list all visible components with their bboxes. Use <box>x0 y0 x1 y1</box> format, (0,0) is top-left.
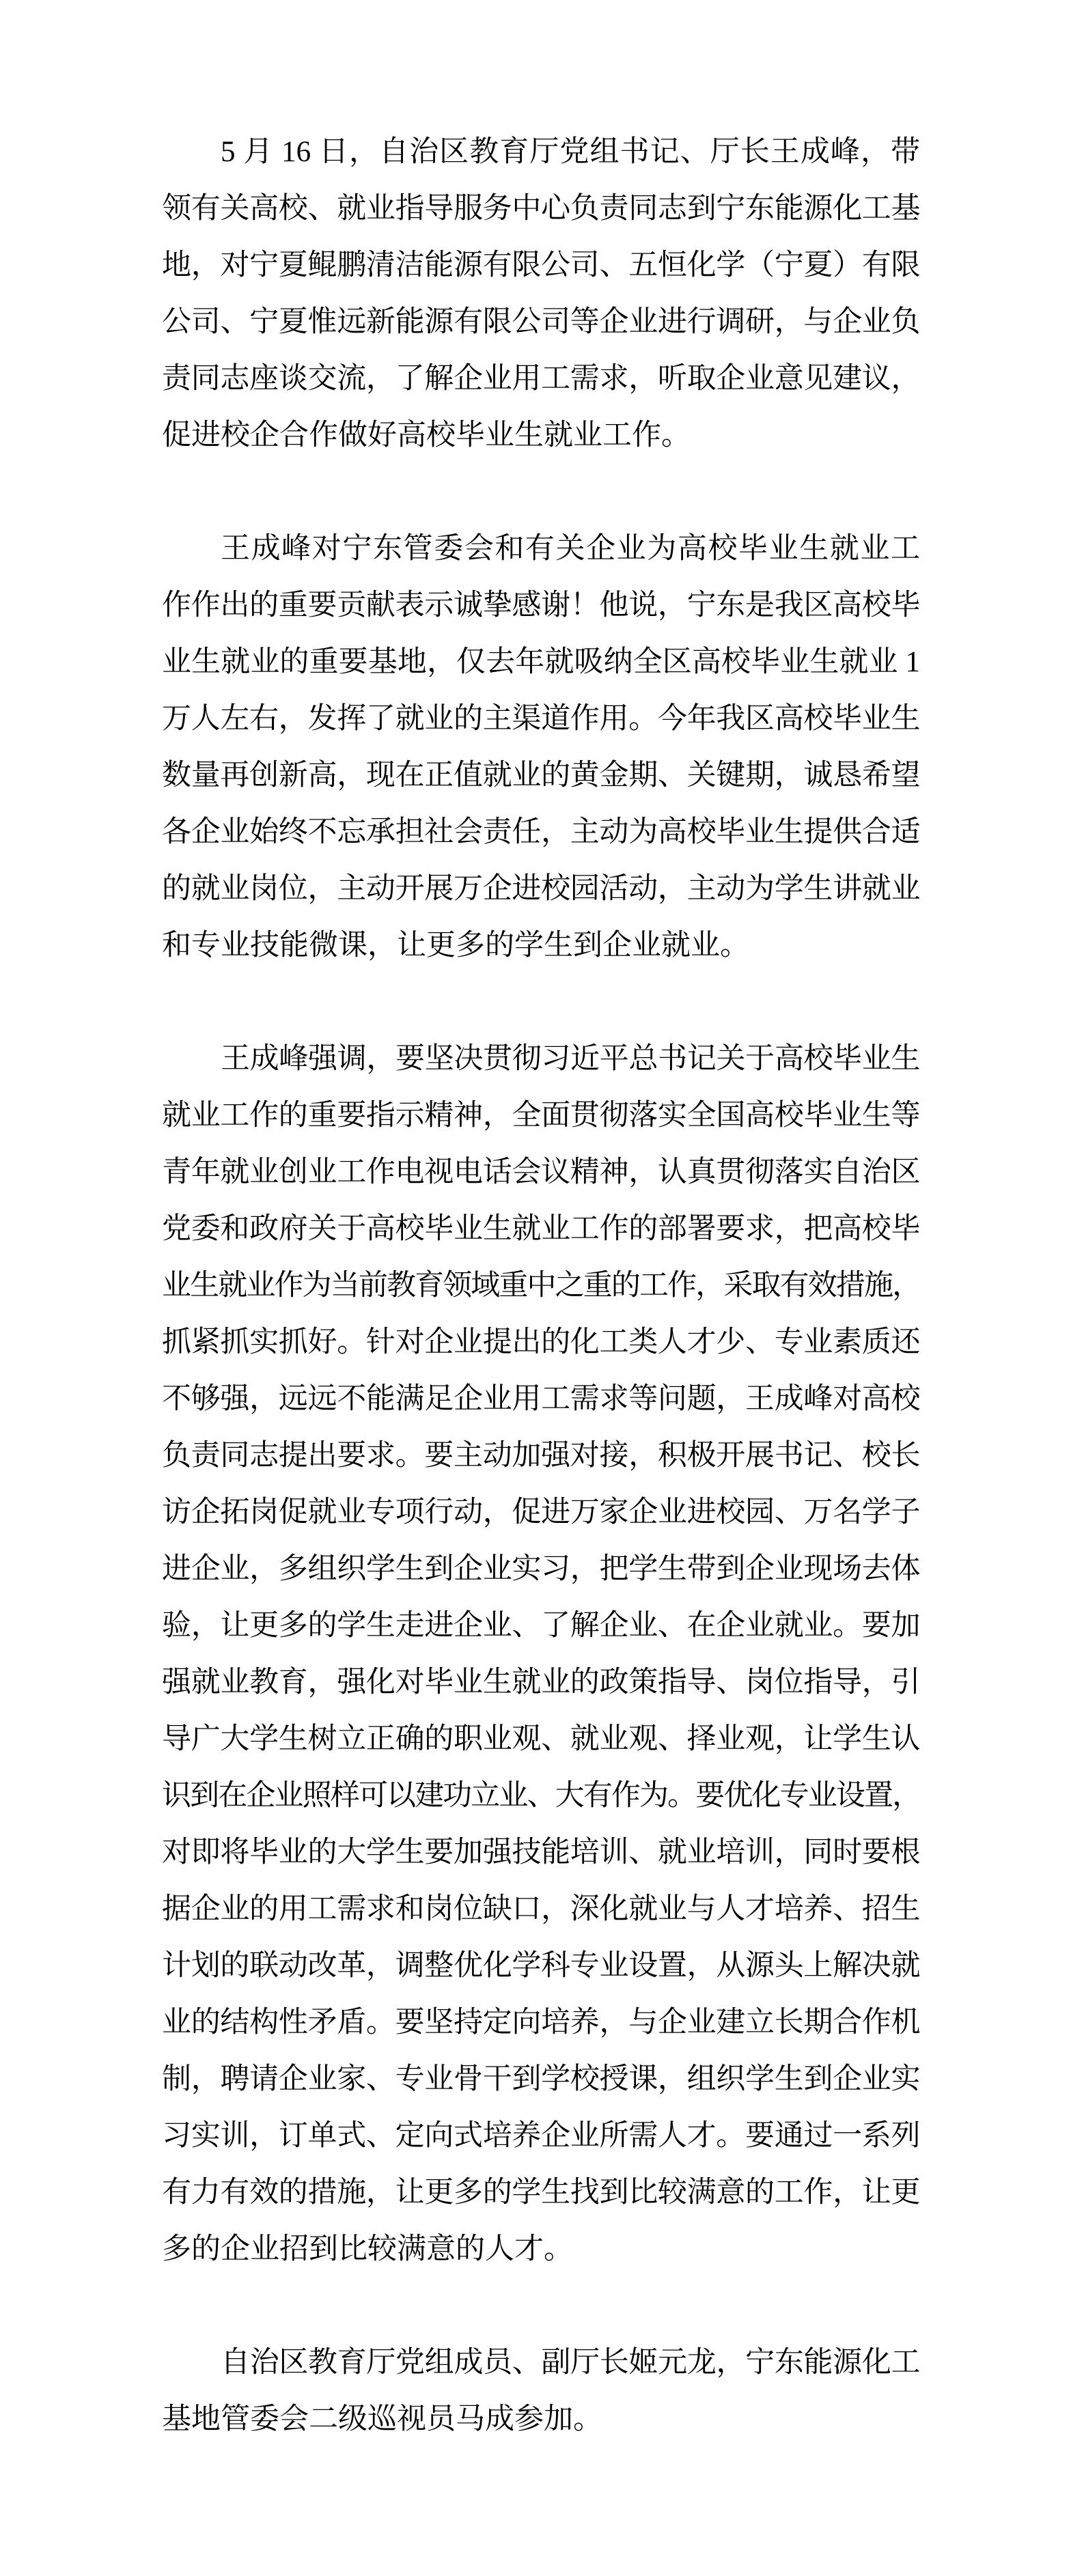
text-line: 作作出的重要贡献表示诚挚感谢！他说，宁东是我区高校毕 <box>162 589 920 621</box>
text-line: 各企业始终不忘承担社会责任，主动为高校毕业生提供合适 <box>162 816 920 848</box>
text-line: 党委和政府关于高校毕业生就业工作的部署要求，把高校毕 <box>162 1213 920 1245</box>
text-line: 就业工作的重要指示精神，全面贯彻落实全国高校毕业生等 <box>162 1100 920 1132</box>
text-line: 强就业教育，强化对毕业生就业的政策指导、岗位指导，引 <box>162 1666 920 1698</box>
paragraph <box>162 124 920 464</box>
text-line: 习实训，订单式、定向式培养企业所需人才。要通过一系列 <box>162 2120 920 2152</box>
text-line: 计划的联动改革，调整优化学科专业设置，从源头上解决就 <box>162 1950 920 1982</box>
paragraph <box>162 1031 920 2278</box>
paragraph <box>162 520 920 974</box>
text-line: 制，聘请企业家、专业骨干到学校授课，组织学生到企业实 <box>162 2063 920 2095</box>
text-line: 不够强，远远不能满足企业用工需求等问题，王成峰对高校 <box>162 1383 920 1415</box>
text-line: 王成峰对宁东管委会和有关企业为高校毕业生就业工 <box>221 533 920 565</box>
text-line: 业生就业作为当前教育领域重中之重的工作，采取有效措施， <box>162 1270 920 1302</box>
text-line: 验，让更多的学生走进企业、了解企业、在企业就业。要加 <box>162 1610 920 1642</box>
text-line: 5 月 16 日，自治区教育厅党组书记、厅长王成峰，带 <box>221 136 920 168</box>
text-line: 有力有效的措施，让更多的学生找到比较满意的工作，让更 <box>162 2176 920 2209</box>
text-line: 业生就业的重要基地，仅去年就吸纳全区高校毕业生就业 1 <box>162 646 920 678</box>
text-line: 万人左右，发挥了就业的主渠道作用。今年我区高校毕业生 <box>162 703 920 735</box>
text-line: 和专业技能微课，让更多的学生到企业就业。 <box>162 929 749 962</box>
text-line: 自治区教育厅党组成员、副厅长姬元龙，宁东能源化工 <box>221 2347 920 2379</box>
text-line: 据企业的用工需求和岗位缺口，深化就业与人才培养、招生 <box>162 1893 920 1925</box>
text-line: 多的企业招到比较满意的人才。 <box>162 2233 573 2265</box>
text-line: 进企业，多组织学生到企业实习，把学生带到企业现场去体 <box>162 1553 920 1585</box>
text-line: 识到在企业照样可以建功立业、大有作为。要优化专业设置， <box>162 1780 920 1812</box>
text-line: 地，对宁夏鲲鹏清洁能源有限公司、五恒化学（宁夏）有限 <box>162 249 920 281</box>
text-line: 责同志座谈交流，了解企业用工需求，听取企业意见建议， <box>162 363 920 395</box>
text-line: 数量再创新高，现在正值就业的黄金期、关键期，诚恳希望 <box>162 759 920 792</box>
text-line: 负责同志提出要求。要主动加强对接，积极开展书记、校长 <box>162 1440 920 1472</box>
text-line: 领有关高校、就业指导服务中心负责同志到宁东能源化工基 <box>162 193 920 225</box>
text-line: 的就业岗位，主动开展万企进校园活动，主动为学生讲就业 <box>162 873 920 905</box>
paragraph <box>162 2334 920 2448</box>
text-line: 促进校企合作做好高校毕业生就业工作。 <box>162 419 691 451</box>
text-line: 访企拓岗促就业专项行动，促进万家企业进校园、万名学子 <box>162 1496 920 1528</box>
text-line: 基地管委会二级巡视员马成参加。 <box>162 2403 602 2435</box>
text-line: 抓紧抓实抓好。针对企业提出的化工类人才少、专业素质还 <box>162 1326 920 1358</box>
text-line: 导广大学生树立正确的职业观、就业观、择业观，让学生认 <box>162 1723 920 1755</box>
text-line: 对即将毕业的大学生要加强技能培训、就业培训，同时要根 <box>162 1836 920 1868</box>
text-line: 王成峰强调，要坚决贯彻习近平总书记关于高校毕业生 <box>221 1043 920 1075</box>
text-line: 青年就业创业工作电视电话会议精神，认真贯彻落实自治区 <box>162 1156 920 1188</box>
text-line: 公司、宁夏惟远新能源有限公司等企业进行调研，与企业负 <box>162 306 920 338</box>
text-line: 业的结构性矛盾。要坚持定向培养，与企业建立长期合作机 <box>162 2006 920 2039</box>
